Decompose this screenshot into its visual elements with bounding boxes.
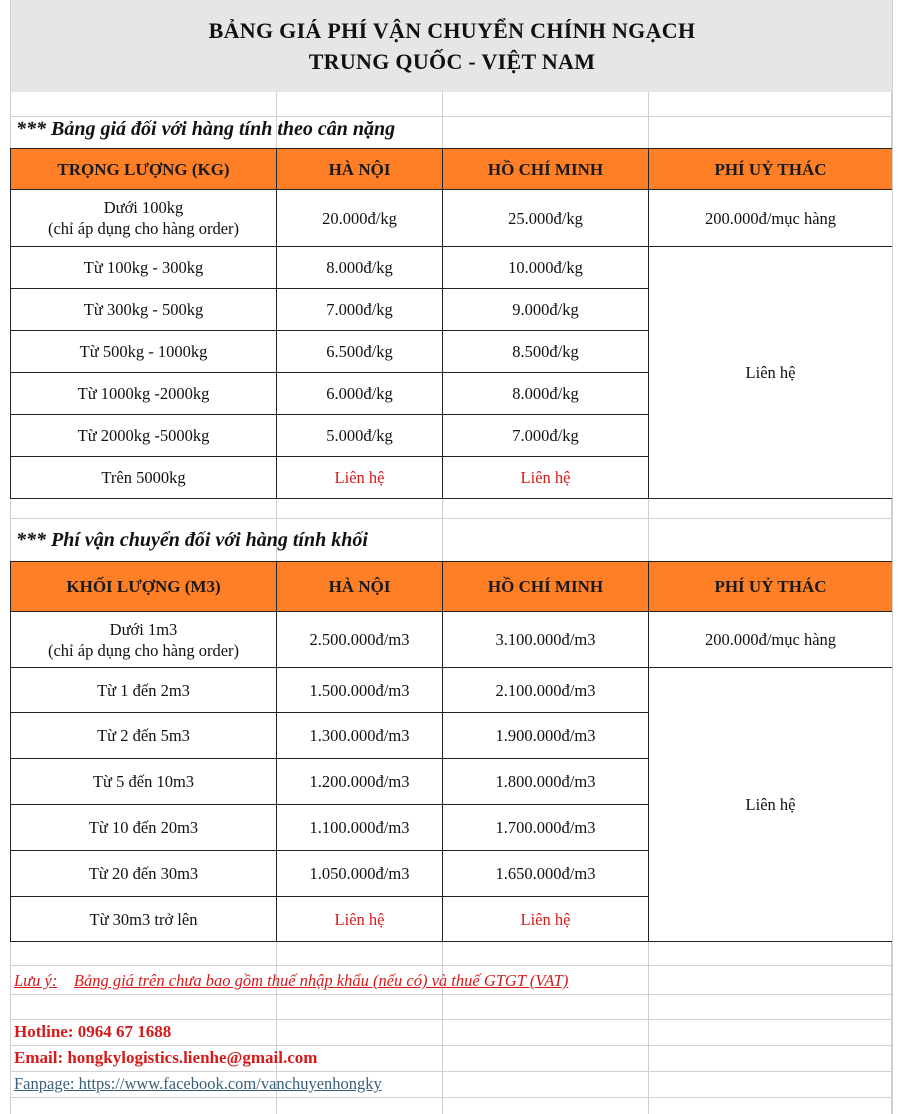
table-row [11,612,893,668]
sheet-edge [892,0,904,1114]
range-cell: Từ 2000kg -5000kg [11,415,277,457]
hanoi-price: 1.200.000đ/m3 [277,759,443,805]
hanoi-price: 6.000đ/kg [277,373,443,415]
hcm-price: 1.700.000đ/m3 [443,805,649,851]
note-label: Lưu ý: [14,971,58,990]
page-title [10,0,894,92]
fee-cell: 200.000đ/mục hàng [649,190,893,247]
grid-line [10,1019,892,1020]
range-cell: Từ 2 đến 5m3 [11,713,277,759]
fee-cell: 200.000đ/mục hàng [649,612,893,668]
range-cell: Từ 100kg - 300kg [11,247,277,289]
hanoi-price: 1.500.000đ/m3 [277,668,443,713]
header-volume: KHỐI LƯỢNG (M3) [11,562,277,612]
header-hcm: HỒ CHÍ MINH [443,149,649,190]
hcm-price: 7.000đ/kg [443,415,649,457]
header-hanoi: HÀ NỘI [277,562,443,612]
range-line-2: (chỉ áp dụng cho hàng order) [47,640,240,660]
grid-line [10,965,892,966]
fanpage-link[interactable]: Fanpage: https://www.facebook.com/vanchuyenhongky [14,1074,382,1093]
hcm-price: 1.800.000đ/m3 [443,759,649,805]
hanoi-price: 5.000đ/kg [277,415,443,457]
title-line-1: BẢNG GIÁ PHÍ VẬN CHUYỂN CHÍNH NGẠCH [208,18,696,43]
table-header-row [11,149,893,190]
header-hanoi: HÀ NỘI [277,149,443,190]
range-line-1: Dưới 1m3 [109,619,178,639]
hanoi-price: 6.500đ/kg [277,331,443,373]
range-cell: Từ 30m3 trở lên [11,897,277,942]
table-row [11,190,893,247]
grid-line [10,116,892,117]
fee-contact-cell: Liên hệ [649,668,893,942]
hcm-price: Liên hệ [443,897,649,942]
hcm-price: 2.100.000đ/m3 [443,668,649,713]
spreadsheet-sheet [10,0,892,1114]
hcm-price: 9.000đ/kg [443,289,649,331]
hcm-price: 8.500đ/kg [443,331,649,373]
grid-line [10,1097,892,1098]
hcm-price: 25.000đ/kg [443,190,649,247]
grid-line [10,518,892,519]
grid-line [10,994,892,995]
range-line-2: (chỉ áp dụng cho hàng order) [47,219,240,238]
range-cell [11,190,277,247]
note-line [14,971,568,991]
hanoi-price: 1.300.000đ/m3 [277,713,443,759]
range-cell: Từ 20 đến 30m3 [11,851,277,897]
note-text: Bảng giá trên chưa bao gồm thuế nhập khẩu (nếu có) và thuế GTGT (VAT) [73,971,569,990]
volume-price-table [10,561,893,942]
hcm-price: 1.900.000đ/m3 [443,713,649,759]
title-line-2: TRUNG QUỐC - VIỆT NAM [308,49,596,74]
range-cell: Từ 500kg - 1000kg [11,331,277,373]
header-hcm: HỒ CHÍ MINH [443,562,649,612]
range-cell: Trên 5000kg [11,457,277,499]
table-row [11,668,893,713]
weight-section-label: *** Bảng giá đối với hàng tính theo cân nặng [16,118,396,140]
hanoi-price: Liên hệ [277,897,443,942]
header-fee: PHÍ UỶ THÁC [649,149,893,190]
grid-line [10,1071,892,1072]
range-line-1: Dưới 100kg [103,198,184,217]
range-cell: Từ 10 đến 20m3 [11,805,277,851]
hcm-price: 10.000đ/kg [443,247,649,289]
hotline-text: Hotline: 0964 67 1688 [14,1022,172,1041]
range-cell: Từ 1000kg -2000kg [11,373,277,415]
hcm-price: Liên hệ [443,457,649,499]
grid-line [10,1045,892,1046]
hanoi-price: 20.000đ/kg [277,190,443,247]
volume-section-label: *** Phí vận chuyển đối với hàng tính khối [16,529,368,551]
hanoi-price: 8.000đ/kg [277,247,443,289]
hanoi-price: 7.000đ/kg [277,289,443,331]
weight-price-table [10,148,893,499]
range-cell [11,612,277,668]
hcm-price: 3.100.000đ/m3 [443,612,649,668]
hcm-price: 8.000đ/kg [443,373,649,415]
hanoi-price: 2.500.000đ/m3 [277,612,443,668]
header-weight: TRỌNG LƯỢNG (KG) [11,149,277,190]
hanoi-price: 1.100.000đ/m3 [277,805,443,851]
range-cell: Từ 5 đến 10m3 [11,759,277,805]
range-cell: Từ 300kg - 500kg [11,289,277,331]
header-fee: PHÍ UỶ THÁC [649,562,893,612]
fee-contact-cell: Liên hệ [649,247,893,499]
hanoi-price: Liên hệ [277,457,443,499]
hanoi-price: 1.050.000đ/m3 [277,851,443,897]
email-text: Email: hongkylogistics.lienhe@gmail.com [14,1048,318,1067]
table-row [11,247,893,289]
table-header-row [11,562,893,612]
hcm-price: 1.650.000đ/m3 [443,851,649,897]
range-cell: Từ 1 đến 2m3 [11,668,277,713]
